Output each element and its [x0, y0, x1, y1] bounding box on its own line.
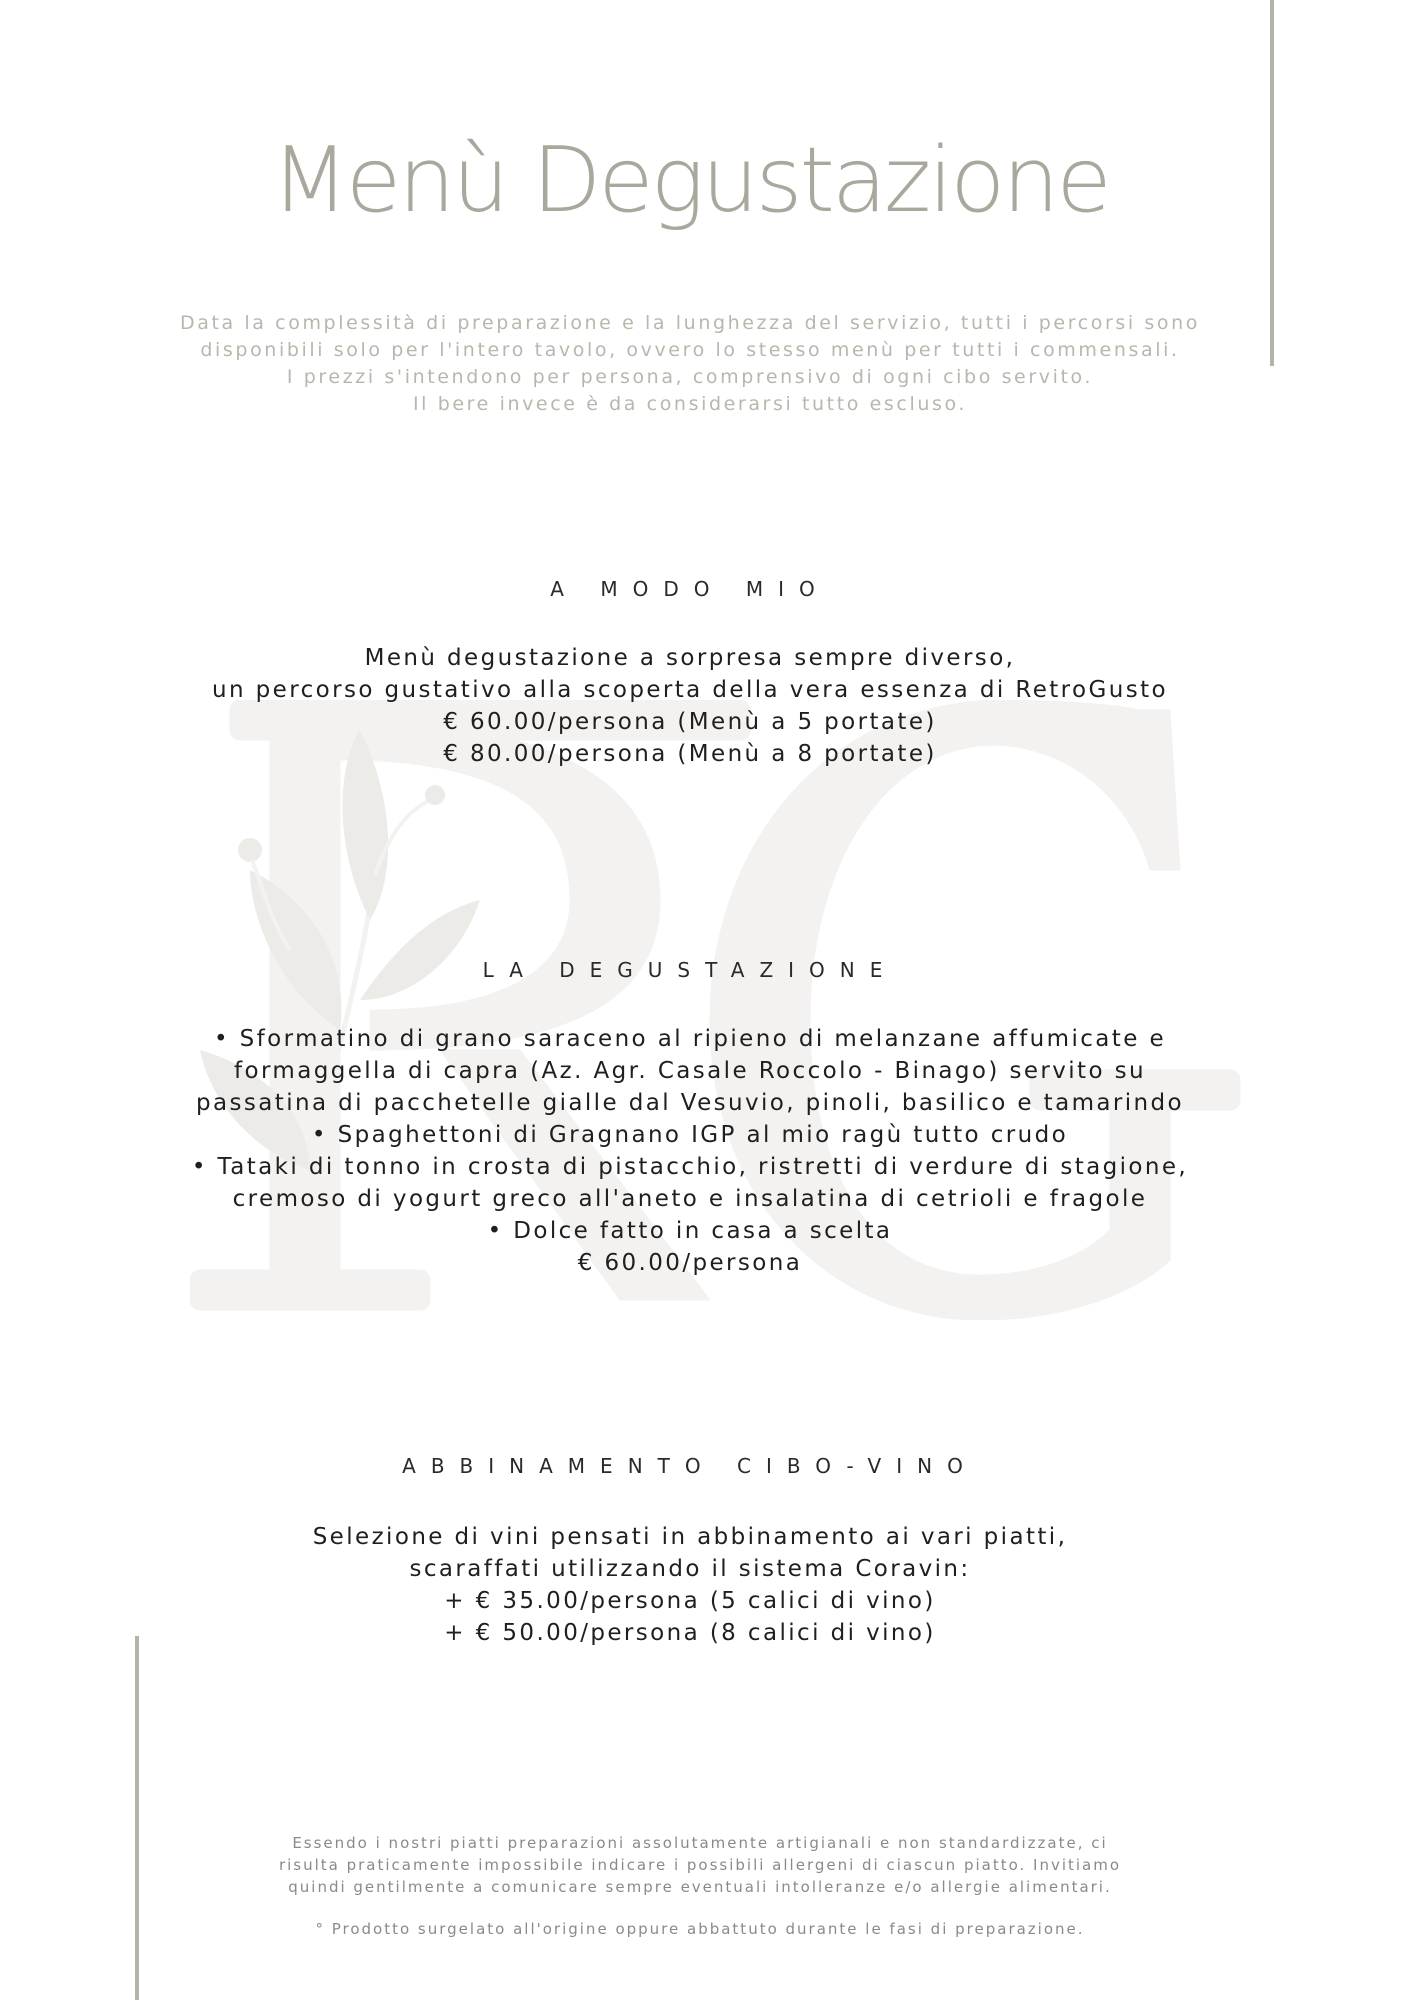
- price-line: € 60.00/persona (Menù a 5 portate): [443, 709, 937, 735]
- page-title: Menù Degustazione: [271, 128, 1109, 233]
- dish-line: passatina di pacchetelle gialle dal Vesuvio, pinoli, basilico e tamarindo: [196, 1090, 1184, 1116]
- footer-line: quindi gentilmente a comunicare sempre eventuali intolleranze e/o allergie alimentari.: [288, 1878, 1112, 1896]
- dish-line: • Dolce fatto in casa a scelta: [487, 1218, 893, 1244]
- dish-line: • Spaghettoni di Gragnano IGP al mio ragù tutto crudo: [311, 1122, 1069, 1148]
- section-heading-abbinamento: ABBINAMENTO CIBO-VINO: [402, 1454, 978, 1478]
- allergen-notice: [180, 1832, 1220, 1898]
- decorative-vertical-line-bottom: [135, 1636, 139, 2000]
- menu-line: scaraffati utilizzando il sistema Coravin:: [409, 1556, 971, 1582]
- price-line: + € 50.00/persona (8 calici di vino): [444, 1620, 936, 1646]
- intro-text: [120, 310, 1260, 418]
- dish-line: • Sformatino di grano saraceno al ripieno di melanzane affumicate e: [213, 1026, 1167, 1052]
- dish-line: • Tataki di tonno in crosta di pistacchio, ristretti di verdure di stagione,: [191, 1154, 1189, 1180]
- section-body-la-degustazione: [120, 1023, 1260, 1279]
- dish-line: formaggella di capra (Az. Agr. Casale Roccolo - Binago) servito su: [233, 1058, 1147, 1084]
- frozen-product-footnote: ° Prodotto surgelato all'origine oppure abbattuto durante le fasi di preparazione.: [315, 1920, 1085, 1938]
- section-heading-la-degustazione: LA DEGUSTAZIONE: [482, 958, 898, 982]
- footer-line: Essendo i nostri piatti preparazioni assolutamente artigianali e non standardizzate, ci: [292, 1834, 1108, 1852]
- footer-line: risulta praticamente impossibile indicare i possibili allergeni di ciascun piatto. Invitiamo: [278, 1856, 1122, 1874]
- menu-line: Selezione di vini pensati in abbinamento ai vari piatti,: [312, 1524, 1068, 1550]
- section-body-a-modo-mio: [120, 642, 1260, 770]
- section-heading-a-modo-mio: A MODO MIO: [550, 577, 830, 601]
- menu-line: Menù degustazione a sorpresa sempre diverso,: [364, 645, 1016, 671]
- section-body-abbinamento: [120, 1521, 1260, 1649]
- price-line: € 80.00/persona (Menù a 8 portate): [443, 741, 937, 767]
- price-line: € 60.00/persona: [577, 1250, 803, 1276]
- intro-line: Il bere invece è da considerarsi tutto escluso.: [412, 393, 968, 415]
- intro-line: I prezzi s'intendono per persona, comprensivo di ogni cibo servito.: [286, 366, 1094, 388]
- dish-line: cremoso di yogurt greco all'aneto e insalatina di cetrioli e fragole: [232, 1186, 1148, 1212]
- menu-line: un percorso gustativo alla scoperta della vera essenza di RetroGusto: [212, 677, 1168, 703]
- intro-line: Data la complessità di preparazione e la lunghezza del servizio, tutti i percorsi sono: [180, 312, 1200, 334]
- intro-line: disponibili solo per l'intero tavolo, ovvero lo stesso menù per tutti i commensali.: [200, 339, 1180, 361]
- price-line: + € 35.00/persona (5 calici di vino): [444, 1588, 936, 1614]
